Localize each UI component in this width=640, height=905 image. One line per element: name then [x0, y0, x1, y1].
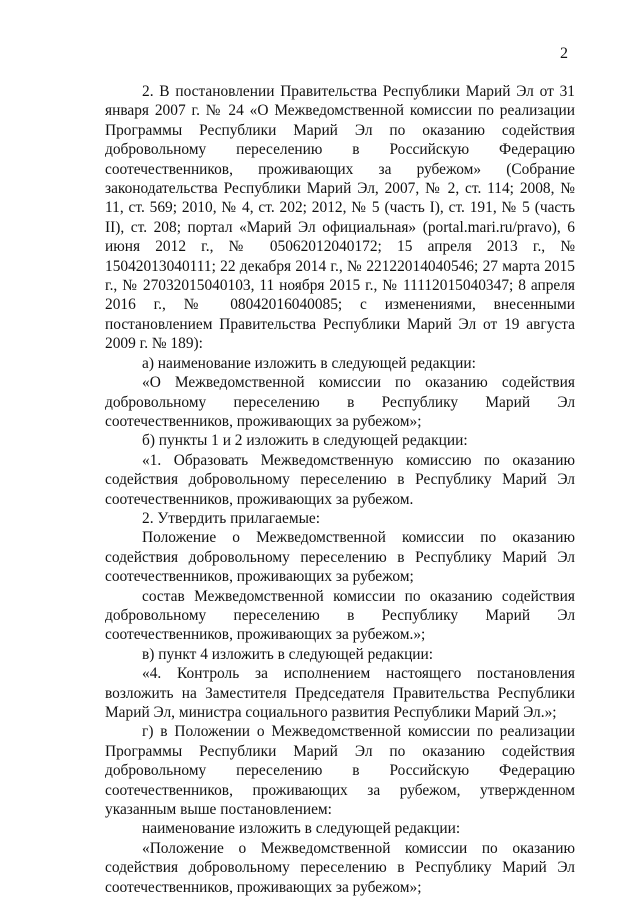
paragraph-composition: состав Межведомственной комиссии по оказанию содействия добровольному переселению в Республику Марий Эл соотечественников, проживающих за рубежом.»; [105, 587, 575, 644]
paragraph-regulation: Положение о Межведомственной комиссии по оказанию содействия добровольному переселению в Республику Марий Эл соотечественников, проживающих за рубежом; [105, 529, 575, 586]
paragraph-title-intro: наименование изложить в следующей редакции: [142, 820, 461, 838]
paragraph-point-1: «1. Образовать Межведомственную комиссию по оказанию содействия добровольному переселению в Республику Марий Эл соотечественников, проживающих за рубежом. [105, 451, 575, 508]
paragraph-item-a: а) наименование изложить в следующей редакции: [142, 354, 476, 372]
paragraph-new-title: «О Межведомственной комиссии по оказанию содействия добровольному переселению в Республику Марий Эл соотечественников, проживающих за рубежом»; [105, 374, 575, 430]
page-number: 2 [560, 45, 568, 62]
paragraph-amendment-intro: 2. В постановлении Правительства Республики Марий Эл от 31 января 2007 г. № 24 «О Межведомственной комиссии по реализации Программы Республики Марий Эл по оказанию содействия добровольному переселению в Российскую Федерацию соотечественников, проживающих за рубежом» (Собрание законодательства Республики Марий Эл, 2007, № 2, ст. 114; 2008, № 11, ст. 569; 2010, № 4, ст. 202; 2012, № 5 (часть I), ст. 191, № 5 (часть II), ст. 208; портал «Марий Эл официальная» (portal.mari.ru/pravo), 6 июня 2012 г., № 05062012040172; 15 апреля 2013 г., № 15042013040111; 22 декабря 2014 г., № 22122014040546; 27 марта 2015 г., № 27032015040103, 11 ноября 2015 г., № 11112015040347; 8 апреля 2016 г., № 08042016040085; с изменениями, внесенными постановлением Правительства Республики Марий Эл от 19 августа 2009 г. № 189): [105, 83, 575, 353]
paragraph-item-g: г) в Положении о Межведомственной комиссии по реализации Программы Республики Марий Эл по оказанию содействия добровольному переселению в Российскую Федерацию соотечественников, проживающих за рубежом, утвержденном указанным выше постановлением: [105, 723, 575, 819]
paragraph-regulation-title: «Положение о Межведомственной комиссии по оказанию содействия добровольному переселению в Республику Марий Эл соотечественников, проживающих за рубежом»; [105, 839, 575, 896]
paragraph-item-v: в) пункт 4 изложить в следующей редакции: [142, 645, 434, 663]
paragraph-point-4: «4. Контроль за исполнением настоящего постановления возложить на Заместителя Председателя Правительства Республики Марий Эл, министра социального развития Республики Марий Эл.»; [105, 665, 575, 721]
paragraph-item-b: б) пункты 1 и 2 изложить в следующей редакции: [142, 432, 468, 450]
document-body [105, 82, 575, 897]
paragraph-point-2: 2. Утвердить прилагаемые: [142, 509, 321, 527]
